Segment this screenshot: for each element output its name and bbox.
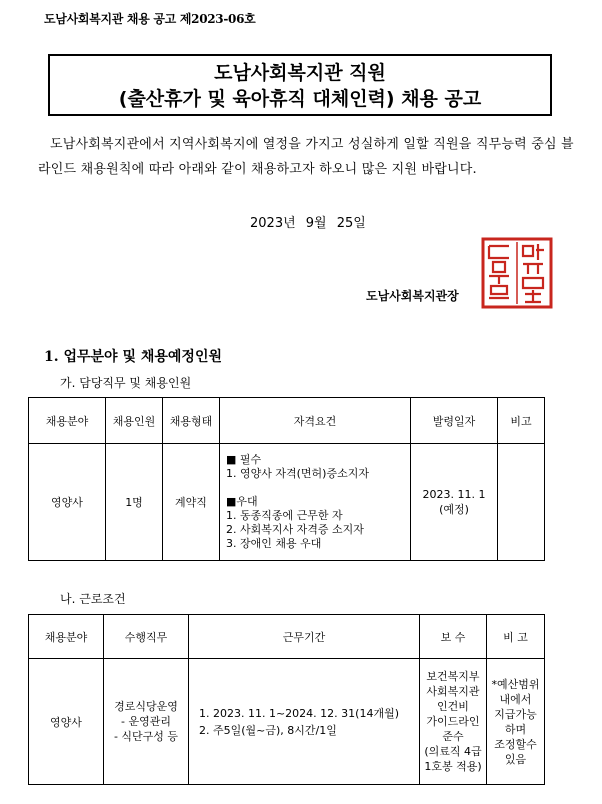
note-line: 내에서 <box>499 692 532 706</box>
header-period: 근무기간 <box>189 615 420 659</box>
job-table-header-row <box>29 398 545 444</box>
duty-1: - 운영관리 <box>121 715 171 728</box>
subsection-b-heading: 나. 근로조건 <box>60 592 126 606</box>
table-row <box>29 444 545 561</box>
salary-line: 준수 <box>442 730 464 743</box>
duty-main: 경로식당운영 <box>114 700 178 713</box>
table-row <box>29 659 545 785</box>
official-seal-icon <box>480 236 554 310</box>
conditions-table <box>28 614 545 785</box>
job-table <box>28 397 545 561</box>
qual-preferred-1: 1. 동종직종에 근무한 자 <box>226 509 343 522</box>
qual-spacer <box>226 481 410 495</box>
note-line: 하며 <box>504 722 527 736</box>
duty-2: - 식단구성 등 <box>113 730 179 743</box>
conditions-table-header-row <box>29 615 545 659</box>
cell-count: 1명 <box>106 444 163 561</box>
appointment-date-note: (예정) <box>439 502 469 516</box>
note-line: 지급가능 <box>494 707 537 721</box>
cell-type: 계약직 <box>163 444 220 561</box>
intro-paragraph: 도남사회복지관에서 지역사회복지에 열정을 가지고 성실하게 일할 직원을 직무능력 중심 블라인드 채용원칙에 따라 아래와 같이 채용하고자 하오니 많은 지원 바랍니다. <box>38 137 574 177</box>
header-field: 채용분야 <box>29 398 106 444</box>
salary-line: 1호봉 적용) <box>424 760 482 773</box>
section-1-heading: 1. 업무분야 및 채용예정인원 <box>44 349 223 365</box>
cell-field: 영양사 <box>29 659 104 785</box>
subsection-a-heading: 가. 담당직무 및 채용인원 <box>60 376 192 390</box>
header-remarks: 비고 <box>498 398 545 444</box>
qual-preferred-3: 3. 장애인 채용 우대 <box>226 537 322 550</box>
cell-remarks <box>498 444 545 561</box>
header-type: 채용형태 <box>163 398 220 444</box>
qual-preferred-label: ■우대 <box>226 495 258 508</box>
header-qualifications: 자격요건 <box>220 398 411 444</box>
period-2: 2. 주5일(월~금), 8시간/1일 <box>199 723 337 737</box>
title-line-1: 도남사회복지관 직원 <box>214 62 386 84</box>
header-salary: 보 수 <box>420 615 487 659</box>
period-1: 1. 2023. 11. 1~2024. 12. 31(14개월) <box>199 706 399 720</box>
salary-line: 보건복지부 <box>426 670 480 683</box>
note-line: *예산범위 <box>491 677 540 691</box>
notice-number: 도남사회복지관 채용 공고 제2023-06호 <box>44 12 256 26</box>
cell-duties <box>104 659 189 785</box>
title-line-2: (출산휴가 및 육아휴직 대체인력) 채용 공고 <box>118 88 482 110</box>
cell-note <box>487 659 545 785</box>
cell-qualifications <box>220 444 411 561</box>
salary-line: 인건비 <box>437 700 469 713</box>
salary-line: (의료직 4급 <box>424 745 482 758</box>
header-field: 채용분야 <box>29 615 104 659</box>
cell-appointment-date <box>411 444 498 561</box>
header-appointment-date: 발령일자 <box>411 398 498 444</box>
qual-preferred-2: 2. 사회복지사 자격증 소지자 <box>226 523 364 536</box>
qual-required-label: ■ 필수 <box>226 453 262 466</box>
cell-period <box>189 659 420 785</box>
header-count: 채용인원 <box>106 398 163 444</box>
salary-line: 가이드라인 <box>426 715 480 728</box>
qual-required-1: 1. 영양사 자격(면허)증소지자 <box>226 467 369 480</box>
note-line: 조정할수 <box>494 737 537 751</box>
notice-date: 2023년 9월 25일 <box>250 216 366 231</box>
header-duties: 수행직무 <box>104 615 189 659</box>
note-line: 있음 <box>504 752 527 766</box>
signatory: 도남사회복지관장 <box>366 289 459 303</box>
cell-field: 영양사 <box>29 444 106 561</box>
notice-title <box>48 54 552 116</box>
header-note: 비 고 <box>487 615 545 659</box>
appointment-date: 2023. 11. 1 <box>422 487 486 501</box>
salary-line: 사회복지관 <box>426 685 480 698</box>
cell-salary <box>420 659 487 785</box>
